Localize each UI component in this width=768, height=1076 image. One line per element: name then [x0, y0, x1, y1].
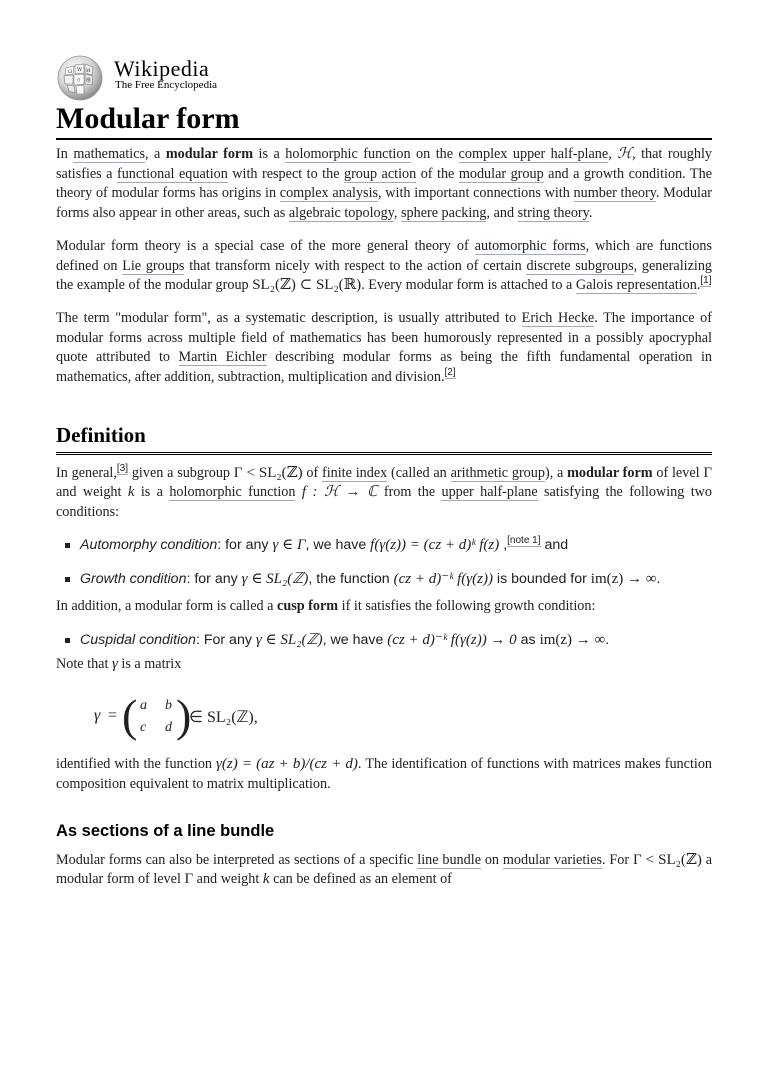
page-title: Modular form: [56, 102, 712, 140]
link-automorphic-forms[interactable]: automorphic forms: [474, 237, 586, 254]
wikipedia-wordmark[interactable]: Wikipedia: [114, 56, 210, 81]
link-arithmetic-group[interactable]: arithmetic group: [450, 464, 545, 481]
subsection-heading-line-bundle: As sections of a line bundle: [56, 821, 275, 840]
link-lie-groups[interactable]: Lie groups: [122, 257, 185, 274]
conditions-list: [56, 535, 712, 589]
link-string-theory[interactable]: string theory: [517, 205, 589, 222]
line-bundle-paragraph: Modular forms can also be interpreted as sections of a specific line bundle on modular varieties. For Γ < SL₂(ℤ) a modular form of level Γ and weight k can be defined as an element of: [56, 851, 712, 888]
math-sl2-inclusion: SL₂(ℤ) ⊂ SL₂(ℝ): [252, 277, 362, 294]
math-k: k: [127, 484, 135, 501]
article-page: [56, 52, 712, 890]
link-holomorphic-function-def[interactable]: holomorphic function: [169, 484, 296, 501]
matrix-intro-paragraph: Note that γ is a matrix: [56, 655, 182, 672]
link-modular-group[interactable]: modular group: [458, 165, 544, 182]
link-erich-hecke[interactable]: Erich Hecke: [521, 309, 595, 326]
reference-1[interactable]: [1]: [700, 275, 712, 287]
section-heading-definition: Definition: [56, 423, 712, 455]
link-line-bundle[interactable]: line bundle: [417, 851, 481, 868]
definition-paragraph: In general,[3] given a subgroup Γ < SL₂(ℤ) of finite index (called an arithmetic group), a modular form of level Γ and weight k is a holomorphic function f : ℋ → ℂ from the upper half-plane satisfying the following two conditions:: [56, 463, 713, 521]
link-complex-upper-half-plane[interactable]: complex upper half-plane: [458, 146, 609, 162]
identification-paragraph: identified with the function γ(z) = (az + b)/(cz + d). The identification of functions with matrices makes function composition equivalent to matrix multiplication.: [56, 756, 713, 792]
link-number-theory[interactable]: number theory: [573, 185, 656, 202]
bold-cusp-form: cusp form: [277, 597, 339, 614]
list-item-automorphy: Automorphy condition: for any γ ∈ Γ, we have f(γ(z)) = (cz + d)ᵏ f(z) ,[note 1] and: [80, 535, 712, 555]
wikipedia-globe-logo-icon[interactable]: [56, 54, 104, 102]
link-galois-representation[interactable]: Galois representation: [575, 277, 697, 294]
site-header: [56, 52, 712, 96]
svg-text:ウ: ウ: [76, 78, 82, 84]
link-holomorphic-function[interactable]: holomorphic function: [285, 146, 411, 162]
site-tagline: The Free Encyclopedia: [115, 79, 218, 91]
link-finite-index[interactable]: finite index: [321, 464, 388, 481]
bold-modular-form: modular form: [165, 146, 254, 162]
svg-text:Ω: Ω: [68, 69, 73, 75]
intro-paragraph-3: The term "modular form", as a systematic description, is usually attributed to Erich Hecke. The importance of modular forms across multiple field of mathematics has been humorously represented in a possibly apocryphal quote attributed to Martin Eichler describing modular forms as being the fifth fundamental operation in mathematics, after addition, subtraction, multiplication and division.[2]: [56, 309, 712, 386]
math-Gamma: Γ: [703, 464, 713, 481]
link-martin-eichler[interactable]: Martin Eichler: [178, 349, 267, 366]
intro-paragraph-2: Modular form theory is a special case of the more general theory of automorphic forms, which are functions defined on Lie groups that transform nicely with respect to the action of certain discrete subgroups, generalizing the example of the modular group SL₂(ℤ) ⊂ SL₂(ℝ). Every modular form is attached to a Galois representation.[1]: [56, 237, 713, 294]
math-f-map: f : ℋ → ℂ: [301, 484, 378, 501]
link-upper-half-plane[interactable]: upper half-plane: [441, 484, 538, 501]
link-modular-varieties[interactable]: modular varieties: [502, 851, 603, 868]
cusp-form-paragraph: In addition, a modular form is called a cusp form if it satisfies the following growth condition:: [56, 597, 596, 614]
svg-text:维: 维: [86, 78, 92, 84]
reference-2[interactable]: [2]: [444, 367, 456, 379]
note-1[interactable]: [note 1]: [507, 535, 541, 547]
link-discrete-subgroups[interactable]: discrete subgroups: [526, 257, 634, 274]
list-item-cuspidal: Cuspidal condition: For any γ ∈ SL₂(ℤ), we have (cz + d)⁻ᵏ f(γ(z)) → 0 as im(z) → ∞.: [80, 630, 712, 650]
intro-paragraph-1: In mathematics, a modular form is a holomorphic function on the complex upper half-plane, ℋ, that roughly satisfies a functional equation with respect to the group action of the modular group and a growth condition. The theory of modular forms has origins in complex analysis, with important connections with number theory. Modular forms also appear in other areas, such as algebraic topology, sphere packing, and string theory.: [56, 146, 713, 222]
link-algebraic-topology[interactable]: algebraic topology: [288, 205, 394, 222]
link-mathematics[interactable]: mathematics: [73, 146, 146, 162]
link-sphere-packing[interactable]: sphere packing: [400, 205, 487, 222]
cusp-conditions-list: [56, 630, 712, 650]
svg-text:И: И: [86, 68, 91, 74]
link-functional-equation[interactable]: functional equation: [116, 165, 228, 182]
reference-3[interactable]: [3]: [116, 463, 129, 474]
list-item-growth: Growth condition: for any γ ∈ SL₂(ℤ), the function (cz + d)⁻ᵏ f(γ(z)) is bounded for im(z) → ∞.: [80, 569, 712, 589]
math-gamma-subgroup: Γ < SL₂(ℤ): [233, 464, 303, 481]
matrix-equation: γ = ( a b c d ) ∈ SL₂(ℤ),: [94, 690, 258, 742]
link-complex-analysis[interactable]: complex analysis: [279, 185, 379, 202]
link-group-action[interactable]: group action: [343, 165, 417, 182]
math-H: ℋ: [617, 146, 633, 162]
svg-text:W: W: [77, 67, 83, 73]
bold-modular-form-def: modular form: [567, 464, 653, 481]
